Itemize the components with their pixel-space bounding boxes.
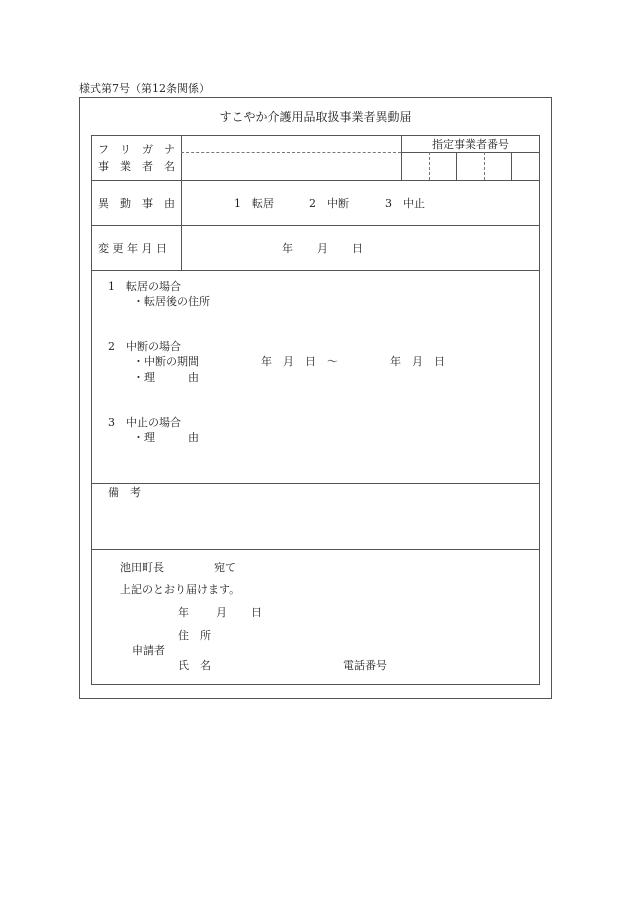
form-title: すこやか介護用品取扱事業者異動届 — [219, 110, 412, 124]
label-column-divider — [181, 135, 182, 270]
suspension-reason-label: ・理 由 — [133, 371, 199, 384]
designated-number-digit-2[interactable] — [430, 153, 456, 180]
addressee: 池田町長 — [120, 561, 164, 574]
applicant-address-label: 住 所 — [178, 629, 211, 642]
designated-number-digit-5[interactable] — [512, 153, 539, 180]
row-divider — [91, 270, 540, 271]
designated-number-digit-1[interactable] — [402, 153, 429, 180]
designated-number-digit-4[interactable] — [485, 153, 511, 180]
furigana-field[interactable] — [183, 136, 399, 152]
submission-date-year: 年 — [178, 606, 189, 619]
submission-date-month: 月 — [216, 606, 227, 619]
remarks-label: 備 考 — [108, 486, 141, 499]
change-reason-option-suspension[interactable]: 2 中断 — [309, 197, 349, 210]
applicant-label: 申請者 — [132, 644, 165, 657]
form-number-label: 様式第7号（第12条関係） — [79, 82, 210, 95]
row-divider — [91, 483, 540, 484]
form-table — [91, 135, 540, 685]
row-divider — [91, 180, 540, 181]
change-date-year: 年 — [282, 242, 293, 255]
furigana-label: フ リ ガ ナ — [98, 143, 175, 156]
discontinue-heading: 3 中止の場合 — [108, 416, 181, 429]
change-date-label: 変 更 年 月 日 — [98, 242, 167, 255]
suspension-period-label: ・中断の期間 — [133, 355, 199, 368]
business-name-label: 事 業 者 名 — [98, 160, 175, 173]
suspension-heading: 2 中断の場合 — [108, 340, 181, 353]
suspension-period-to: 年 月 日 — [390, 355, 445, 368]
change-date-day: 日 — [352, 242, 363, 255]
addressee-suffix: 宛て — [214, 561, 236, 574]
change-date-month: 月 — [317, 242, 328, 255]
row-divider — [91, 549, 540, 550]
relocation-heading: 1 転居の場合 — [108, 280, 181, 293]
change-reason-option-relocation[interactable]: 1 転居 — [234, 197, 274, 210]
applicant-phone-label: 電話番号 — [343, 659, 387, 672]
designated-number-label: 指定事業者番号 — [432, 138, 509, 151]
designated-number-digit-3[interactable] — [457, 153, 484, 180]
suspension-period-from: 年 月 日 ～ — [261, 355, 338, 368]
applicant-name-label: 氏 名 — [178, 659, 211, 672]
change-reason-option-discontinue[interactable]: 3 中止 — [385, 197, 425, 210]
change-reason-label: 異 動 事 由 — [98, 197, 175, 210]
submission-date-day: 日 — [251, 606, 262, 619]
relocation-address-label: ・転居後の住所 — [133, 295, 210, 308]
submission-statement: 上記のとおり届けます。 — [120, 583, 241, 596]
furigana-separator — [181, 152, 401, 153]
business-name-field[interactable] — [183, 154, 399, 180]
discontinue-reason-label: ・理 由 — [133, 431, 199, 444]
row-divider — [91, 225, 540, 226]
